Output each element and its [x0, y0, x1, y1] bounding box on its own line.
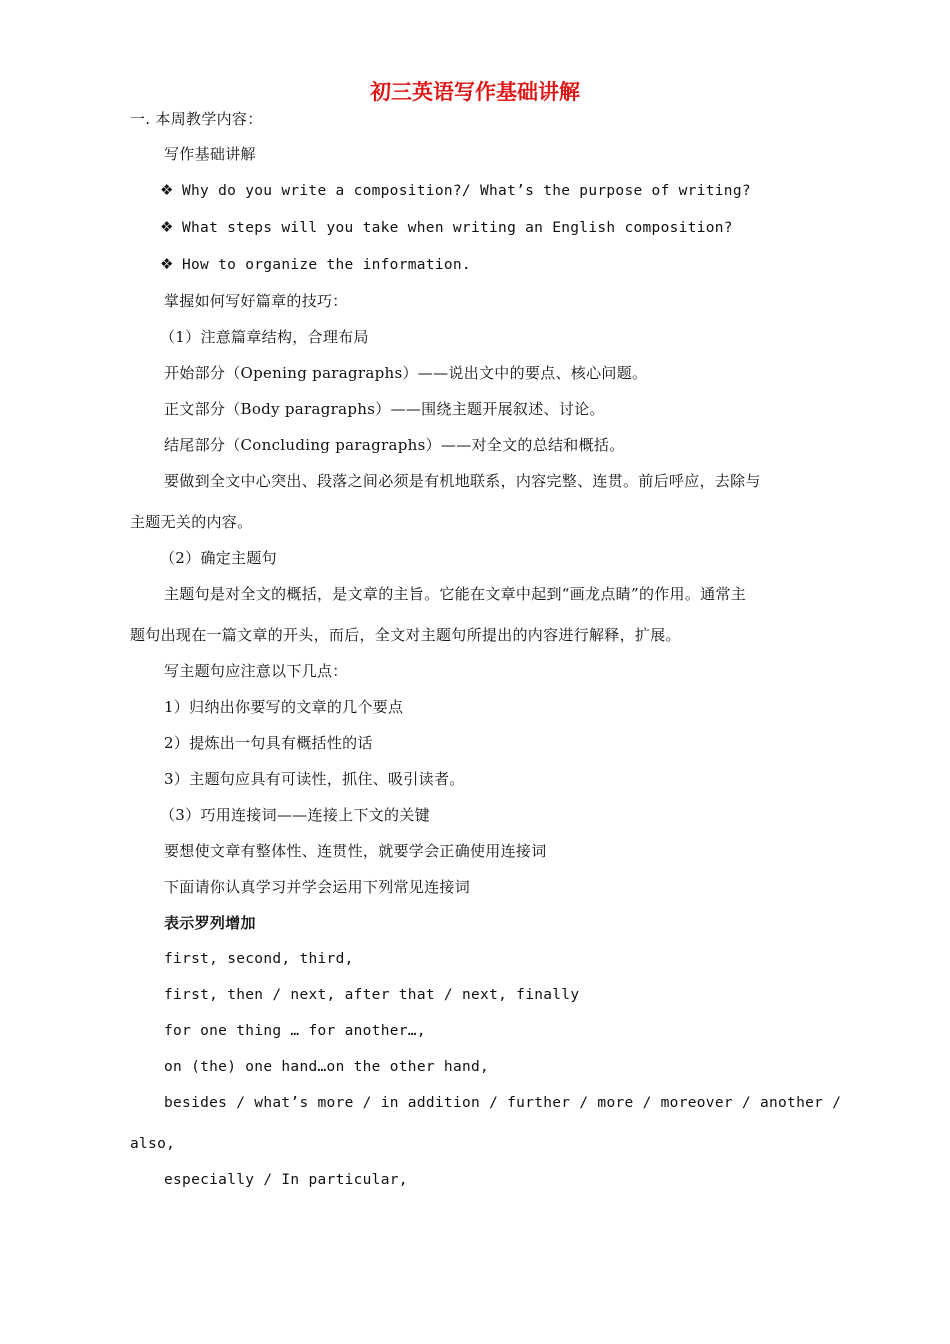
topic-sentence-notes-heading: 写主题句应注意以下几点： — [164, 662, 348, 680]
connectors-intro-line: 下面请你认真学习并学会运用下列常见连接词 — [164, 878, 471, 896]
connectors-intro-line: 要想使文章有整体性、连贯性，就要学会正确使用连接词 — [164, 842, 547, 860]
topic-label: 写作基础讲解 — [164, 145, 256, 163]
topic-sentence-desc-line: 题句出现在一篇文章的开头，而后，全文对主题句所提出的内容进行解释，扩展。 — [130, 626, 681, 644]
connector-category-heading: 表示罗列增加 — [164, 914, 256, 932]
structure-note-line: 要做到全文中心突出、段落之间必须是有机地联系，内容完整、连贯。前后呼应，去除与 — [164, 472, 761, 490]
connector-line: for one thing … for another…, — [164, 1023, 426, 1039]
body-paragraphs-text: 正文部分（Body paragraphs）——围绕主题开展叙述、讨论。 — [164, 400, 605, 418]
point2-heading: （2）确定主题句 — [160, 549, 277, 567]
topic-sentence-note: 1）归纳出你要写的文章的几个要点 — [164, 698, 404, 716]
structure-note-line: 主题无关的内容。 — [130, 513, 253, 531]
diamond-bullet-icon: ❖ — [160, 218, 174, 236]
bullet-text: Why do you write a composition?/ What’s the purpose of writing? — [182, 183, 751, 199]
section-heading: 一. 本周教学内容： — [130, 110, 263, 128]
topic-sentence-note: 2）提炼出一句具有概括性的话 — [164, 734, 373, 752]
connector-line: first, then / next, after that / next, finally — [164, 987, 580, 1003]
connector-line: especially / In particular, — [164, 1172, 408, 1188]
opening-paragraphs-text: 开始部分（Opening paragraphs）——说出文中的要点、核心问题。 — [164, 364, 648, 382]
page-title: 初三英语写作基础讲解 — [370, 79, 580, 104]
point1-heading: （1）注意篇章结构，合理布局 — [160, 328, 369, 346]
bullet-text: How to organize the information. — [182, 257, 471, 273]
connector-line: on (the) one hand…on the other hand, — [164, 1059, 490, 1075]
connector-line: also, — [130, 1136, 176, 1152]
bullet-item — [160, 216, 733, 239]
skills-heading: 掌握如何写好篇章的技巧： — [164, 292, 348, 310]
connector-line: besides / what’s more / in addition / further / more / moreover / another / — [164, 1095, 842, 1111]
concluding-paragraphs-text: 结尾部分（Concluding paragraphs）——对全文的总结和概括。 — [164, 436, 625, 454]
topic-sentence-desc-line: 主题句是对全文的概括，是文章的主旨。它能在文章中起到“画龙点睛”的作用。通常主 — [164, 585, 747, 603]
connector-line: first, second, third, — [164, 951, 354, 967]
bullet-item — [160, 179, 751, 202]
point3-heading: （3）巧用连接词——连接上下文的关键 — [160, 806, 430, 824]
diamond-bullet-icon: ❖ — [160, 181, 174, 199]
topic-sentence-note: 3）主题句应具有可读性，抓住、吸引读者。 — [164, 770, 465, 788]
bullet-text: What steps will you take when writing an English composition? — [182, 220, 733, 236]
diamond-bullet-icon: ❖ — [160, 255, 174, 273]
bullet-item — [160, 253, 471, 276]
